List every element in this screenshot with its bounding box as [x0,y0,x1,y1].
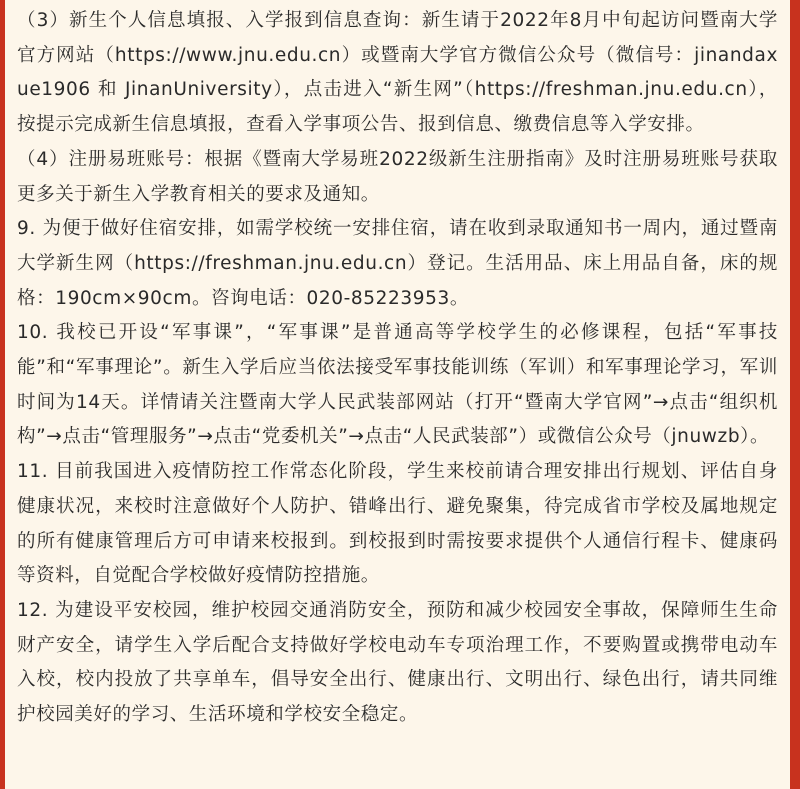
paragraph-accommodation: 9. 为便于做好住宿安排，如需学校统一安排住宿，请在收到录取通知书一周内，通过暨南大学新生网（https://freshman.jnu.edu.cn）登记。生活用品、床上用品自备，床的规格：190cm×90cm。咨询电话：020-85223953。 [17,218,778,309]
paragraph-yiban-registration: （4）注册易班账号：根据《暨南大学易班2022级新生注册指南》及时注册易班账号获取更多关于新生入学教育相关的要求及通知。 [17,148,778,205]
paragraph-campus-safety: 12. 为建设平安校园，维护校园交通消防安全，预防和减少校园安全事故，保障师生生命财产安全，请学生入学后配合支持做好学校电动车专项治理工作，不要购置或携带电动车入校，校内投放了共享单车，倡导安全出行、健康出行、文明出行、绿色出行，请共同维护校园美好的学习、生活环境和学校安全稳定。 [17,599,778,726]
paragraph-epidemic-prevention: 11. 目前我国进入疫情防控工作常态化阶段，学生来校前请合理安排出行规划、评估自身健康状况，来校时注意做好个人防护、错峰出行、避免聚集，待完成省市学校及属地规定的所有健康管理后方可申请来校报到。到校报到时需按要求提供个人通信行程卡、健康码等资料，自觉配合学校做好疫情防控措施。 [17,461,778,587]
paragraph-new-student-info: （3）新生个人信息填报、入学报到信息查询：新生请于2022年8月中旬起访问暨南大学官方网站（https://www.jnu.edu.cn）或暨南大学官方微信公众号（微信号：jinandaxue1906 和 JinanUniversity），点击进入“新生网”（https://freshman.jnu.edu.cn），按提示完成新生信息填报，查看入学事项公告、报到信息、缴费信息等入学安排。 [17,10,778,136]
right-border [790,0,800,789]
document-page [5,0,790,789]
paragraph-military-course: 10. 我校已开设“军事课”，“军事课”是普通高等学校学生的必修课程，包括“军事技能”和“军事理论”。新生入学后应当依法接受军事技能训练（军训）和军事理论学习，军训时间为14天。详情请关注暨南大学人民武装部网站（打开“暨南大学官网”→点击“组织机构”→点击“管理服务”→点击“党委机关”→点击“人民武装部”）或微信公众号（jnuwzb）。 [17,322,778,448]
